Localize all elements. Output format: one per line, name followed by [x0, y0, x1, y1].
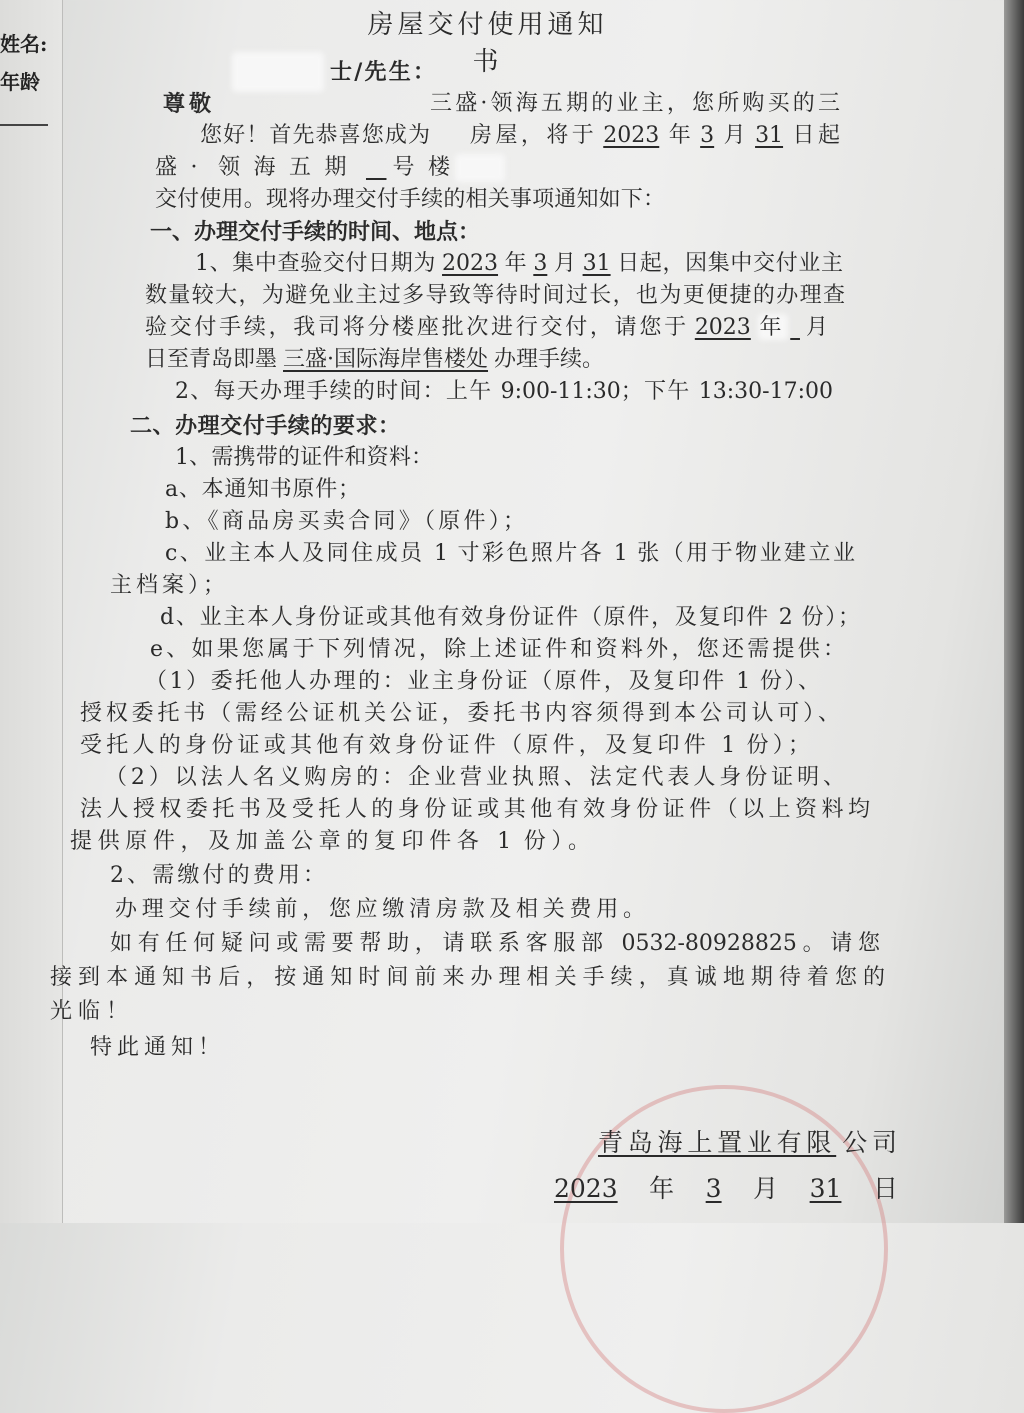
body-line: [50, 964, 885, 992]
text-segment: 验交付手续，我司将分楼座批次进行交付，请您于: [145, 315, 689, 340]
text-segment: 受托人的身份证或其他有效身份证件（原件，及复印件 1 份）；: [80, 733, 810, 758]
text-segment: 特此通知！: [90, 1035, 220, 1060]
body-line: [150, 636, 845, 664]
salutation-suffix: [330, 58, 435, 86]
text-segment: 公司: [842, 1128, 897, 1157]
text-segment: 主档案）；: [110, 573, 225, 598]
body-line: [160, 604, 860, 632]
filled-field: [828, 315, 840, 340]
previous-page-edge: [0, 0, 63, 1223]
body-line: [145, 668, 820, 696]
closing-line: [90, 1034, 220, 1062]
text-segment: 三盛·领海五期的业主，您所购买的三: [430, 91, 840, 116]
section-heading-1: [150, 218, 481, 246]
body-line: [430, 90, 840, 118]
body-line: [80, 700, 840, 728]
filled-field: 2023: [554, 1174, 618, 1203]
text-segment: 1、需携带的证件和资料：: [175, 445, 433, 470]
text-segment: 您好！首先恭喜您成为: [200, 123, 430, 148]
text-segment: 法人授权委托书及受托人的身份证或其他有效身份证件（以上资料均: [80, 797, 870, 822]
text-segment: 士/先生：: [330, 59, 435, 85]
text-segment: 如有任何疑问或需要帮助，请联系客服部 0532-80928825。请您: [110, 931, 880, 956]
text-segment: 盛· 领海五期: [155, 155, 360, 180]
text-segment: 办理手续。: [494, 347, 605, 372]
body-line: [155, 186, 665, 214]
text-segment: 月: [553, 251, 577, 276]
text-segment: 1、集中查验交付日期为: [195, 251, 437, 276]
text-segment: 月: [805, 315, 828, 340]
body-line: [165, 508, 525, 536]
text-segment: 房屋，将于: [470, 123, 598, 148]
salutation-prefix: [163, 90, 211, 118]
filled-field: [360, 155, 393, 180]
filled-field: 31: [755, 123, 784, 148]
redacted-unit: [455, 154, 505, 182]
text-segment: 号楼: [392, 155, 450, 180]
text-segment: 年: [504, 251, 528, 276]
text-segment: d、业主本人身份证或其他有效身份证件（原件，及复印件 2 份）；: [160, 605, 860, 630]
text-segment: 年: [665, 123, 695, 148]
text-segment: 一、办理交付手续的时间、地点：: [150, 219, 481, 245]
body-line: [80, 796, 870, 824]
text-segment: 年: [756, 315, 785, 340]
filled-field: 2023: [442, 251, 499, 276]
text-segment: 2、每天办理手续的时间：上午 9:00-11:30；下午 13:30-17:00: [175, 379, 833, 404]
body-line: [110, 572, 225, 600]
age-label: 年龄: [0, 70, 40, 94]
text-segment: 授权委托书（需经公证机关公证，委托书内容须得到本公司认可）、: [80, 701, 840, 726]
text-segment: 提供原件，及加盖公章的复印件各 1 份）。: [70, 829, 590, 854]
body-line: [155, 154, 450, 182]
filled-field: 31: [582, 251, 611, 276]
filled-field: [784, 315, 806, 340]
body-line: [105, 764, 845, 792]
signature-date: [548, 1175, 898, 1203]
text-segment: 数量较大，为避免业主过多导致等待时间过长，也为更便捷的办理查: [145, 283, 845, 308]
text-segment: （1）委托他人办理的：业主身份证（原件，及复印件 1 份）、: [145, 669, 820, 694]
text-segment: 日起: [789, 123, 840, 148]
text-segment: 日: [847, 1174, 898, 1203]
company-name: [592, 1129, 897, 1157]
text-segment: 二、办理交付手续的要求：: [130, 413, 400, 439]
filled-field: 2023: [603, 123, 660, 148]
body-line: [115, 896, 645, 924]
body-line: [110, 862, 325, 890]
text-segment: 日起，因集中交付业主: [616, 251, 843, 276]
text-segment: 尊敬: [163, 91, 211, 117]
filled-field: 青岛海上置业有限: [598, 1128, 837, 1157]
section-heading-2: [130, 412, 400, 440]
body-line: [110, 930, 880, 958]
text-segment: （2）以法人名义购房的：企业营业执照、法定代表人身份证明、: [105, 765, 845, 790]
body-line: [145, 346, 605, 374]
filled-field: 3: [700, 123, 715, 148]
filled-field: 31: [809, 1174, 842, 1203]
body-line: [50, 998, 128, 1026]
body-line: [145, 282, 845, 310]
filled-field: 2023: [694, 315, 751, 340]
text-segment: a、本通知书原件；: [165, 477, 360, 502]
redacted-name: [232, 52, 324, 92]
text-segment: 光临！: [50, 999, 128, 1024]
body-line: [80, 732, 810, 760]
body-line: [195, 250, 843, 278]
text-segment: 交付使用。现将办理交付手续的相关事项通知如下：: [155, 187, 665, 212]
text-segment: 年: [623, 1174, 700, 1203]
form-line: [0, 124, 48, 126]
text-segment: 接到本通知书后，按通知时间前来办理相关手续，真诚地期待着您的: [50, 965, 885, 990]
body-line: [70, 828, 590, 856]
body-line: [145, 314, 840, 342]
text-segment: 月: [720, 123, 750, 148]
body-line: [165, 476, 360, 504]
document-title: 房屋交付使用通知书: [367, 10, 608, 77]
text-segment: 2、需缴付的费用：: [110, 863, 325, 888]
text-segment: 日至青岛即墨: [145, 347, 278, 372]
text-segment: 办理交付手续前，您应缴清房款及相关费用。: [115, 897, 645, 922]
text-segment: b、《商品房买卖合同》（原件）；: [165, 509, 525, 534]
body-line: [200, 122, 430, 150]
text-segment: c、业主本人及同住成员 1 寸彩色照片各 1 张（用于物业建立业: [165, 541, 855, 566]
background-edge: [1004, 0, 1024, 1223]
name-label: 姓名:: [0, 32, 48, 56]
filled-field: 3: [705, 1174, 722, 1203]
text-segment: 月: [727, 1174, 804, 1203]
body-line: [165, 540, 855, 568]
filled-field: 三盛·国际海岸售楼处: [283, 347, 489, 372]
body-line: [175, 444, 433, 472]
filled-field: 3: [533, 251, 548, 276]
body-line: [175, 378, 833, 406]
body-line: [470, 122, 840, 150]
text-segment: e、如果您属于下列情况，除上述证件和资料外，您还需提供：: [150, 637, 845, 662]
